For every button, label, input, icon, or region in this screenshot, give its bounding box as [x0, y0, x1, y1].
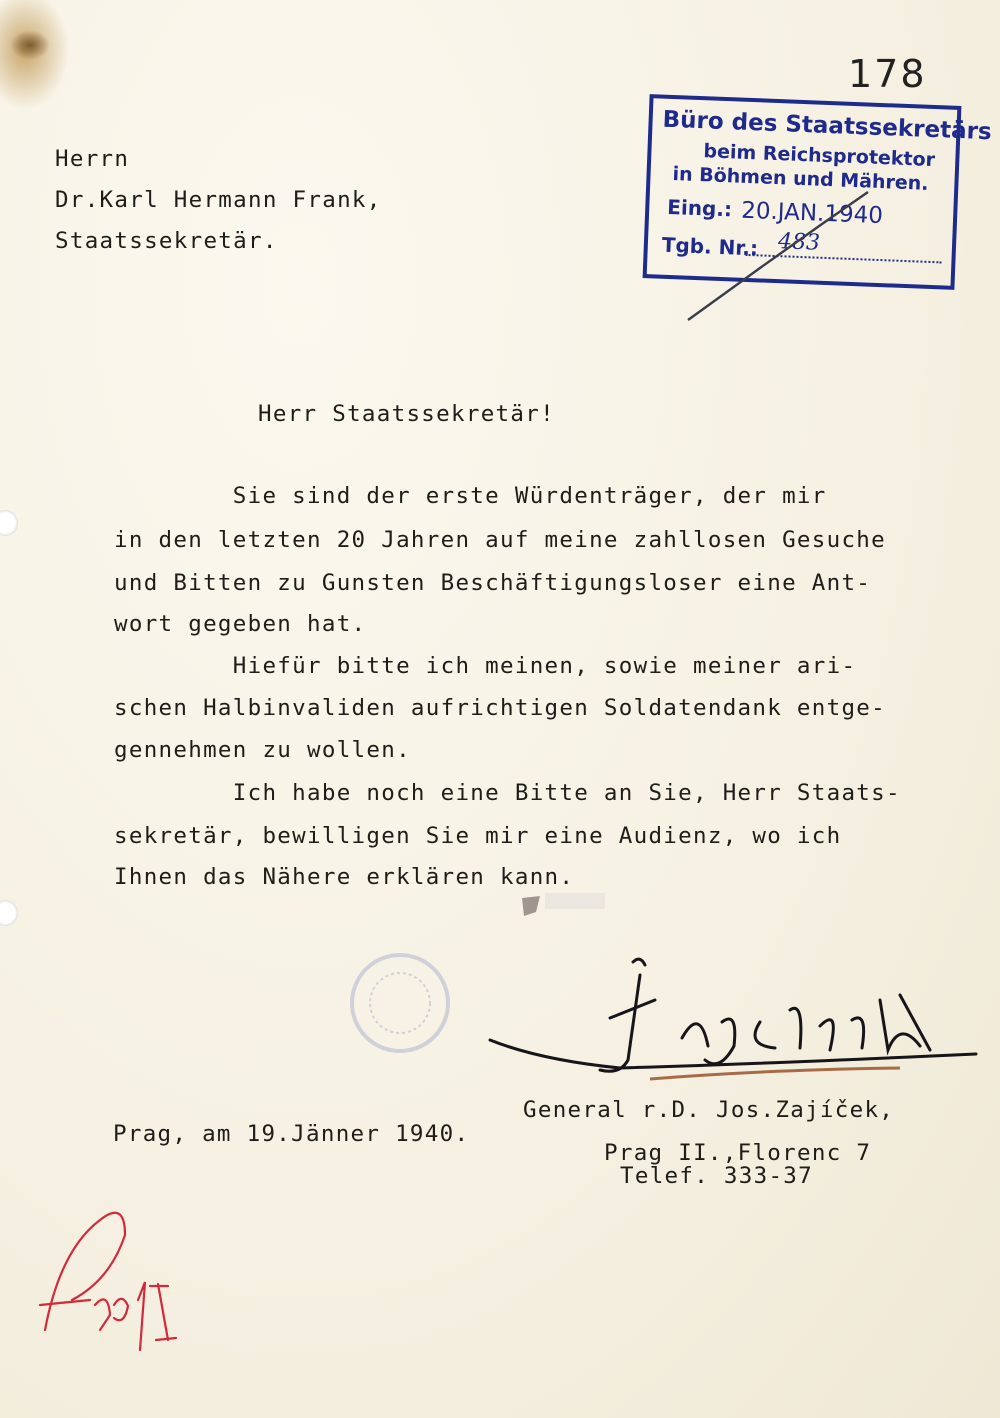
salutation: Herr Staatssekretär! [258, 401, 555, 427]
stamp-office: Büro des Staatssekretärs [662, 106, 993, 146]
body-line: wort gegeben hat. [114, 611, 367, 637]
body-line: und Bitten zu Gunsten Beschäftigungsloser eine Ant- [114, 570, 872, 596]
body-line: Hiefür bitte ich meinen, sowie meiner ari- [114, 653, 857, 679]
body-line: in den letzten 20 Jahren auf meine zahllosen Gesuche [114, 527, 886, 553]
body-line: Ihnen das Nähere erklären kann. [114, 864, 575, 890]
sender-name: General r.D. Jos.Zajíček, [523, 1097, 895, 1123]
body-line: Sie sind der erste Würdenträger, der mir [114, 483, 827, 509]
recipient-line-1: Herrn [55, 146, 130, 172]
stamp-office-2: beim Reichsprotektor [703, 140, 936, 172]
stamp-journal-label: Tgb. Nr.: [661, 232, 759, 261]
place-date: Prag, am 19.Jänner 1940. [113, 1121, 470, 1147]
sender-phone: Telef. 333-37 [620, 1163, 813, 1189]
stamp-received-date: 20.JAN.1940 [740, 197, 884, 230]
pen-stroke [688, 192, 868, 320]
recipient-line-2: Dr.Karl Hermann Frank, [55, 187, 382, 213]
faint-ink-mark [522, 893, 605, 916]
body-line: sekretär, bewilligen Sie mir eine Audienz, wo ich [114, 823, 842, 849]
page-number: 178 [848, 52, 927, 96]
stamp-received-label: Eing.: [666, 194, 733, 222]
stamp-journal-number: 483 [777, 229, 821, 256]
body-line: Ich habe noch eine Bitte an Sie, Herr Staats- [114, 780, 901, 806]
sender-address: Prag II.,Florenc 7 [604, 1140, 872, 1166]
signature-drawing [490, 959, 976, 1071]
recipient-line-3: Staatssekretär. [55, 228, 278, 254]
body-line: schen Halbinvaliden aufrichtigen Soldatendank entge- [114, 695, 886, 721]
body-line: gennehmen zu wollen. [114, 737, 411, 763]
stamp-office-3: in Böhmen und Mähren. [672, 163, 929, 195]
red-annotation-drawing [40, 1213, 176, 1350]
brown-underline [650, 1068, 900, 1079]
embossed-seal [352, 955, 448, 1051]
